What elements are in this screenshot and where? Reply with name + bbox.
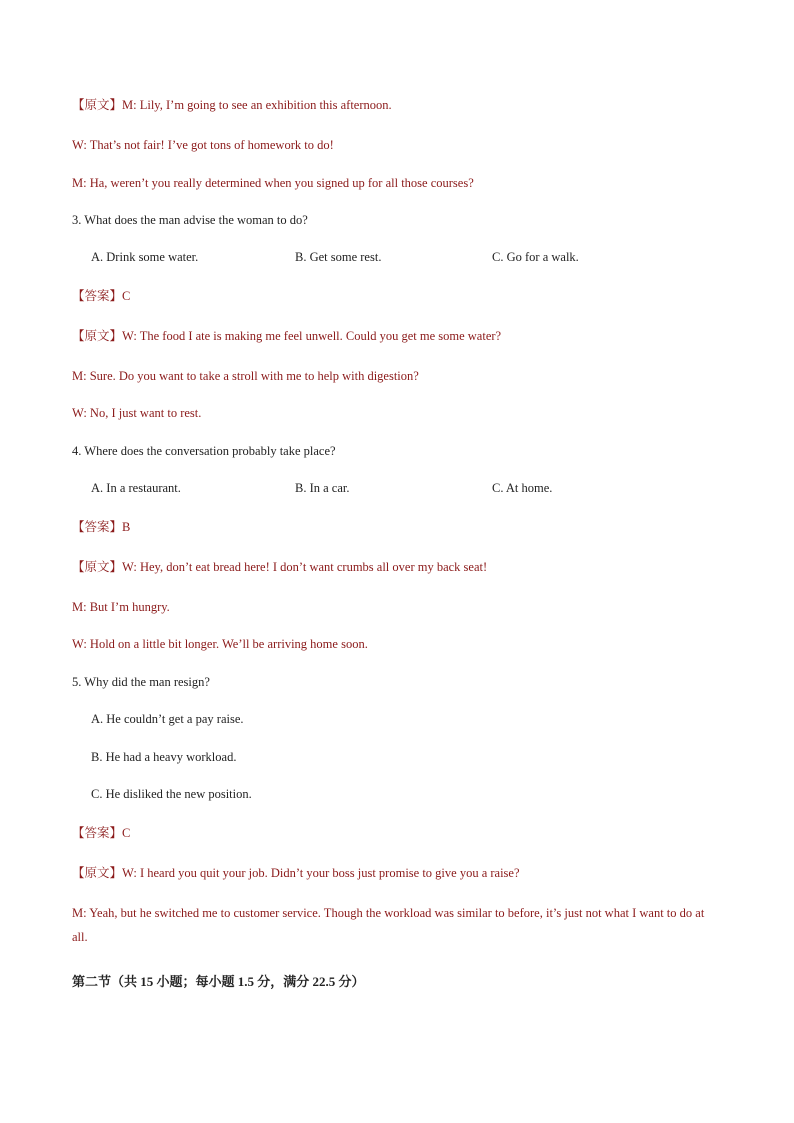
question-4: 4. Where does the conversation probably take place? <box>72 444 336 458</box>
transcript-line <box>72 328 501 344</box>
answer-tag: 【答案】 <box>72 826 123 840</box>
question-5: 5. Why did the man resign? <box>72 675 210 689</box>
answer-line <box>72 519 130 535</box>
option-c: C. At home. <box>492 481 553 495</box>
option-b: B. Get some rest. <box>295 250 382 264</box>
option-a: A. He couldn’t get a pay raise. <box>91 712 244 726</box>
transcript-text: W: Hey, don’t eat bread here! I don’t want crumbs all over my back seat! <box>122 560 488 574</box>
transcript-text: M: Lily, I’m going to see an exhibition this afternoon. <box>122 98 392 112</box>
answer-line <box>72 288 130 304</box>
transcript-tag: 【原文】 <box>72 98 123 112</box>
transcript-tag: 【原文】 <box>72 560 123 574</box>
option-a: A. Drink some water. <box>91 250 199 264</box>
transcript-line: M: Yeah, but he switched me to customer service. Though the workload was similar to before, it’s just not what I want to do at all. <box>72 906 705 944</box>
answer-value: C <box>122 289 131 303</box>
answer-line <box>72 825 130 841</box>
answer-tag: 【答案】 <box>72 289 123 303</box>
transcript-line: M: But I’m hungry. <box>72 600 170 614</box>
transcript-line <box>72 865 520 881</box>
transcript-line: M: Ha, weren’t you really determined when you signed up for all those courses? <box>72 176 474 190</box>
transcript-line: W: That’s not fair! I’ve got tons of homework to do! <box>72 138 334 152</box>
option-b: B. He had a heavy workload. <box>91 750 237 764</box>
transcript-line: W: No, I just want to rest. <box>72 406 202 420</box>
transcript-line <box>72 97 392 113</box>
option-c: C. He disliked the new position. <box>91 787 252 801</box>
transcript-text: W: The food I ate is making me feel unwell. Could you get me some water? <box>122 329 502 343</box>
option-c: C. Go for a walk. <box>492 250 579 264</box>
answer-value: C <box>122 826 131 840</box>
transcript-tag: 【原文】 <box>72 866 123 880</box>
answer-value: B <box>122 520 131 534</box>
transcript-text: W: I heard you quit your job. Didn’t your boss just promise to give you a raise? <box>122 866 520 880</box>
transcript-tag: 【原文】 <box>72 329 123 343</box>
answer-tag: 【答案】 <box>72 520 123 534</box>
option-b: B. In a car. <box>295 481 350 495</box>
transcript-line <box>72 559 487 575</box>
question-3: 3. What does the man advise the woman to do? <box>72 213 308 227</box>
section-title: 第二节（共 15 小题；每小题 1.5 分，满分 22.5 分） <box>72 974 365 989</box>
transcript-line: W: Hold on a little bit longer. We’ll be arriving home soon. <box>72 637 368 651</box>
option-a: A. In a restaurant. <box>91 481 181 495</box>
transcript-line: M: Sure. Do you want to take a stroll with me to help with digestion? <box>72 369 419 383</box>
